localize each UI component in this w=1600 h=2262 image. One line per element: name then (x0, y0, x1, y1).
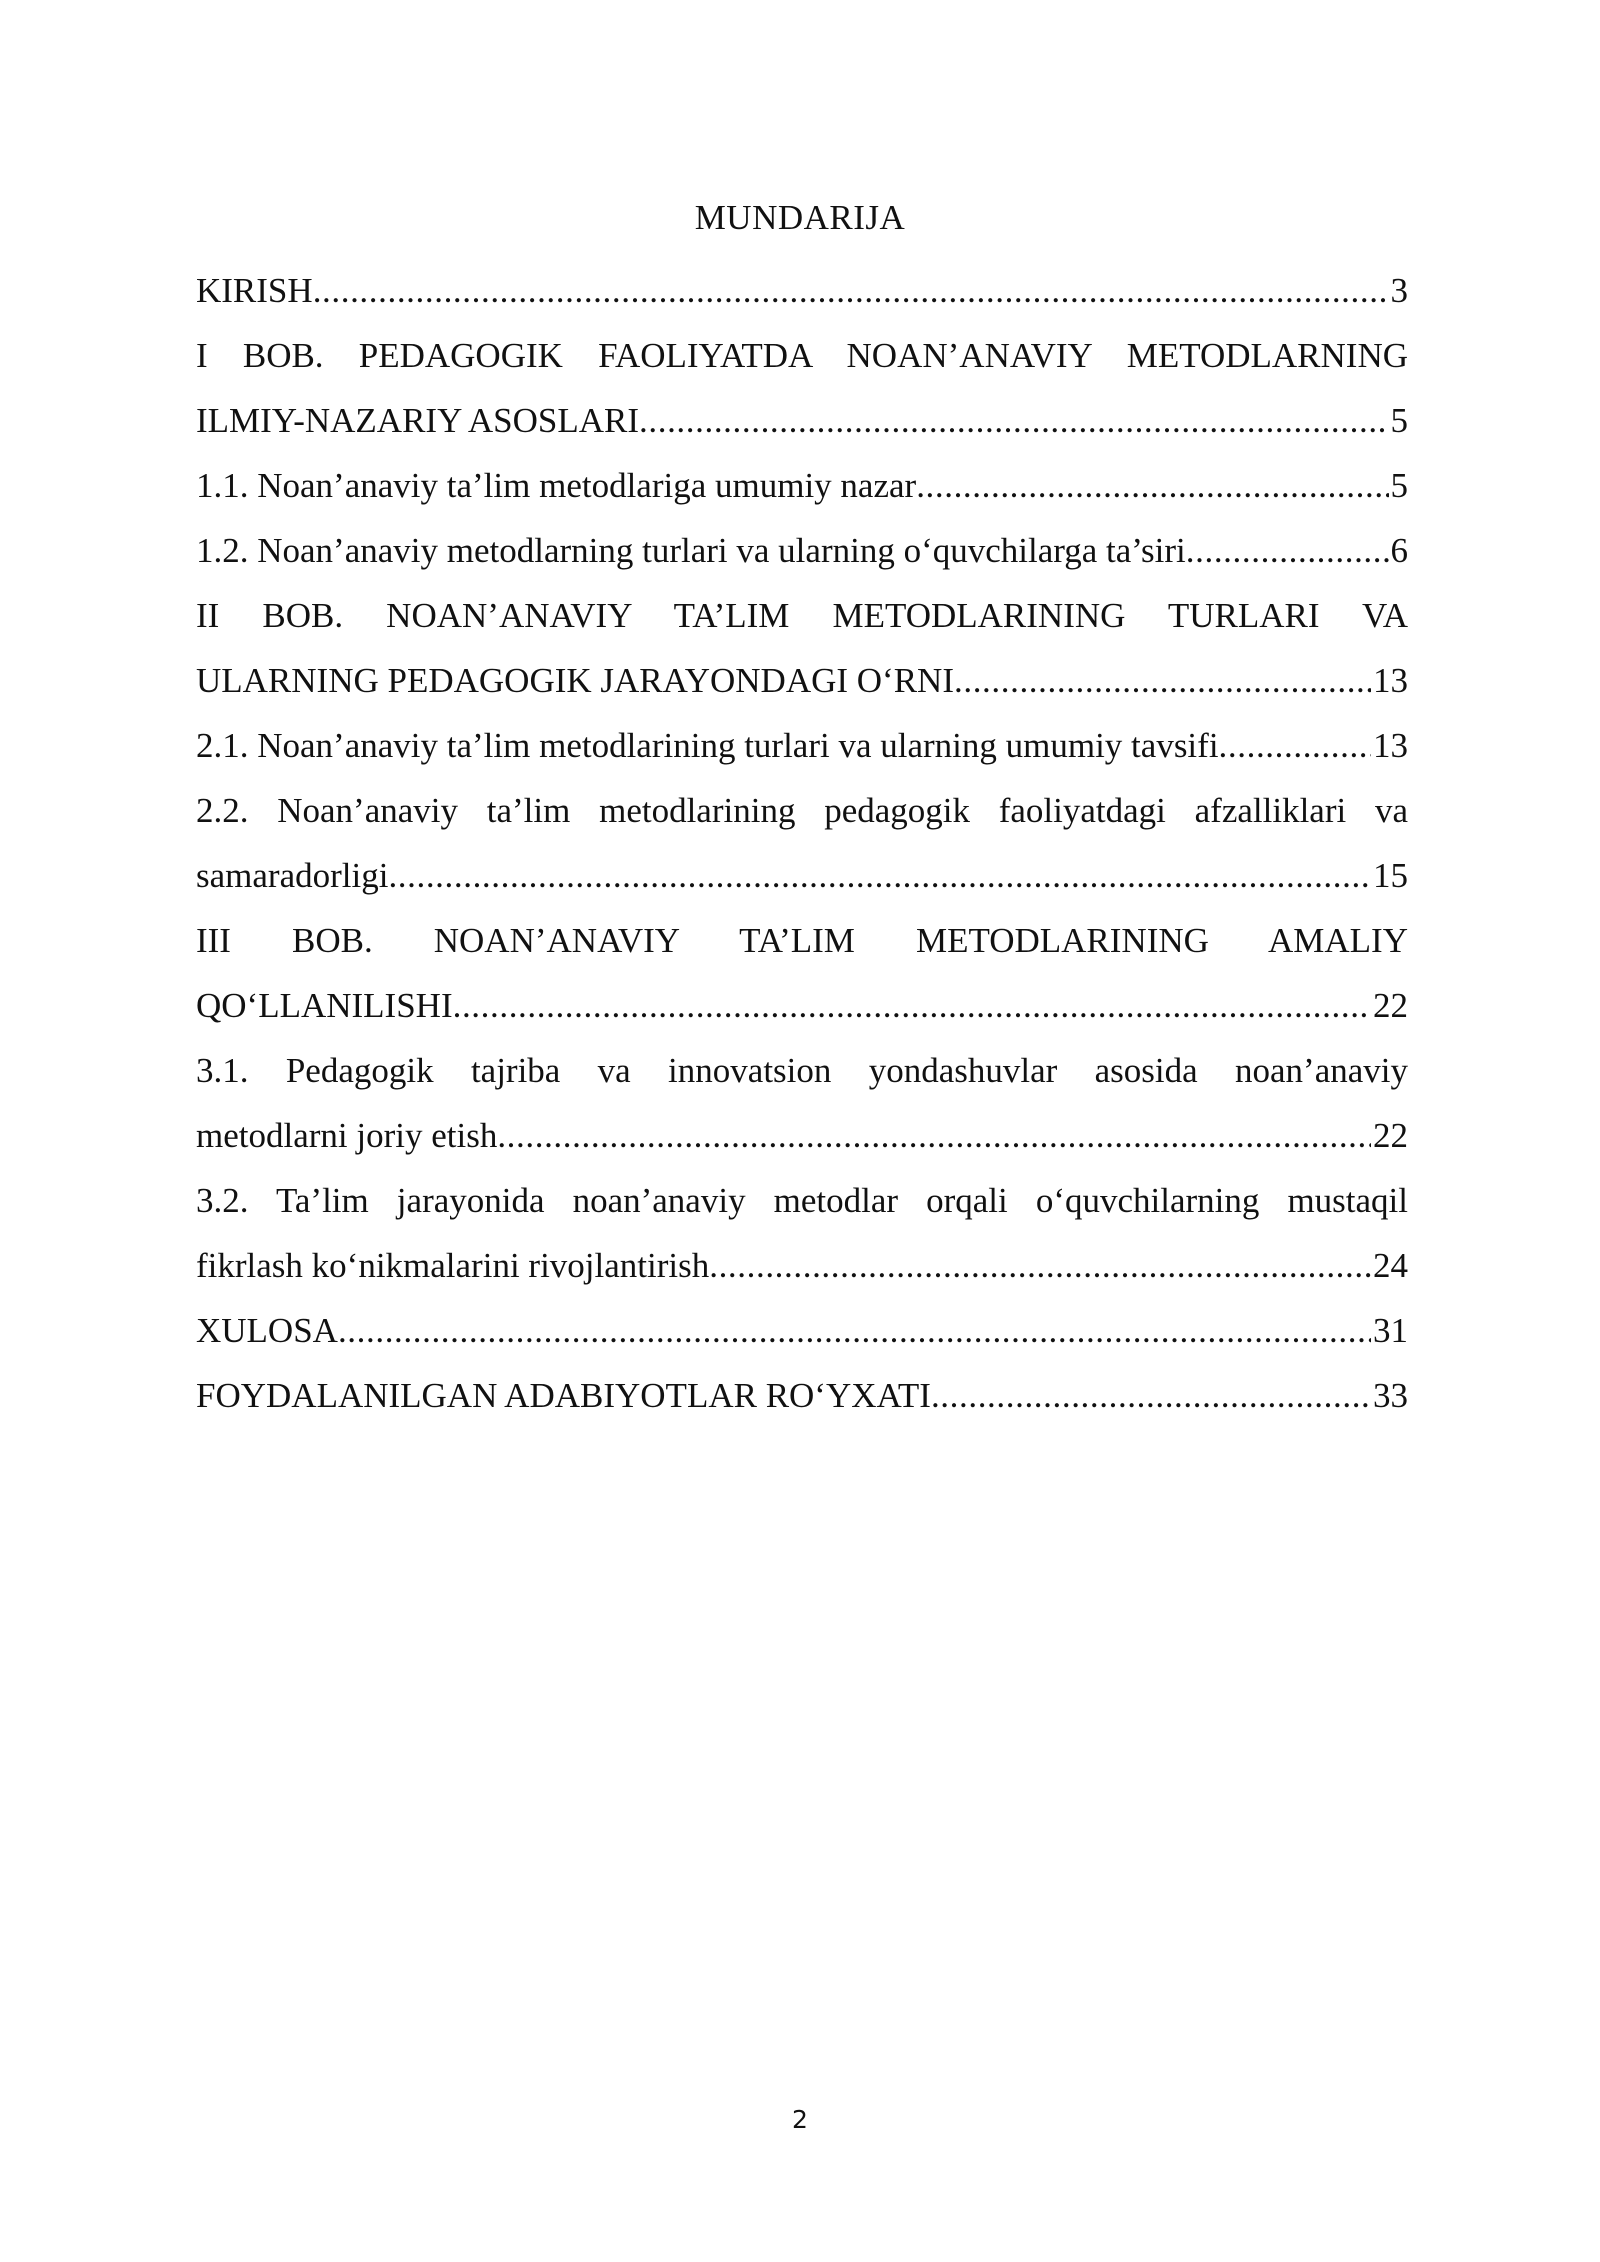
dot-leader (931, 1363, 1371, 1428)
dot-leader (639, 388, 1388, 453)
dot-leader (709, 1233, 1371, 1298)
toc-entry-kirish[interactable] (196, 258, 1408, 323)
dot-leader (388, 843, 1371, 908)
toc-entry-section-3-1-line-1[interactable]: 3.1. Pedagogik tajriba va innovatsion yondashuvlar asosida noan’anaviy (196, 1051, 1408, 1090)
toc-entry-references[interactable] (196, 1363, 1408, 1428)
toc-entry-label: 1.2. Noan’anaviy metodlarning turlari va ularning o‘quvchilarga ta’siri (196, 531, 1186, 570)
toc-entry-section-2-2[interactable] (196, 843, 1408, 908)
dot-leader (916, 453, 1388, 518)
dot-leader (1186, 518, 1389, 583)
toc-entry-section-2-1[interactable] (196, 713, 1408, 778)
toc-entry-chapter-2[interactable] (196, 648, 1408, 713)
toc-entry-label: QO‘LLANILISHI (196, 986, 453, 1025)
toc-entry-page: 22 (1373, 986, 1408, 1025)
dot-leader (338, 1298, 1371, 1363)
toc-entry-page: 13 (1373, 726, 1408, 765)
toc-entry-page: 31 (1373, 1311, 1408, 1350)
toc-entry-section-1-1[interactable] (196, 453, 1408, 518)
page-number: 2 (792, 2105, 808, 2134)
toc-entry-section-3-2-line-1[interactable]: 3.2. Ta’lim jarayonida noan’anaviy metodlar orqali o‘quvchilarning mustaqil (196, 1181, 1408, 1220)
toc-entry-page: 15 (1373, 856, 1408, 895)
toc-entry-section-2-2-line-1[interactable]: 2.2. Noan’anaviy ta’lim metodlarining pedagogik faoliyatdagi afzalliklari va (196, 791, 1408, 830)
toc-entry-label: 2.1. Noan’anaviy ta’lim metodlarining turlari va ularning umumiy tavsifi (196, 726, 1219, 765)
toc-entry-label: XULOSA (196, 1311, 338, 1350)
dot-leader (453, 973, 1371, 1038)
toc-entry-label: KIRISH (196, 271, 313, 310)
toc-entry-page: 6 (1390, 531, 1408, 570)
toc-entry-label: metodlarni joriy etish (196, 1116, 498, 1155)
toc-entry-section-3-1[interactable] (196, 1103, 1408, 1168)
toc-entry-chapter-3[interactable] (196, 973, 1408, 1038)
toc-entry-label: fikrlash ko‘nikmalarini rivojlantirish (196, 1246, 710, 1285)
toc-entry-chapter-3-line-1[interactable]: III BOB. NOAN’ANAVIY TA’LIM METODLARINING AMALIY (196, 921, 1408, 960)
toc-entry-page: 13 (1373, 661, 1408, 700)
toc-entry-label: FOYDALANILGAN ADABIYOTLAR RO‘YXATI (196, 1376, 931, 1415)
toc-entry-label: samaradorligi (196, 856, 389, 895)
table-of-contents (196, 258, 1408, 1428)
toc-title: MUNDARIJA (694, 198, 906, 237)
dot-leader (313, 258, 1389, 323)
toc-entry-chapter-1[interactable] (196, 388, 1408, 453)
toc-entry-xulosa[interactable] (196, 1298, 1408, 1363)
toc-entry-page: 5 (1390, 401, 1408, 440)
toc-entry-label: 1.1. Noan’anaviy ta’lim metodlariga umumiy nazar (196, 466, 917, 505)
dot-leader (497, 1103, 1371, 1168)
toc-entry-chapter-1-line-1[interactable]: I BOB. PEDAGOGIK FAOLIYATDA NOAN’ANAVIY METODLARNING (196, 336, 1408, 375)
toc-entry-page: 33 (1373, 1376, 1408, 1415)
dot-leader (954, 648, 1371, 713)
toc-entry-page: 3 (1390, 271, 1408, 310)
toc-entry-section-1-2[interactable] (196, 518, 1408, 583)
toc-entry-section-3-2[interactable] (196, 1233, 1408, 1298)
toc-entry-page: 22 (1373, 1116, 1408, 1155)
toc-entry-label: ILMIY-NAZARIY ASOSLARI (196, 401, 640, 440)
toc-entry-page: 5 (1390, 466, 1408, 505)
toc-entry-label: ULARNING PEDAGOGIK JARAYONDAGI O‘RNI (196, 661, 954, 700)
dot-leader (1219, 713, 1371, 778)
toc-entry-chapter-2-line-1[interactable]: II BOB. NOAN’ANAVIY TA’LIM METODLARINING TURLARI VA (196, 596, 1408, 635)
toc-entry-page: 24 (1373, 1246, 1408, 1285)
